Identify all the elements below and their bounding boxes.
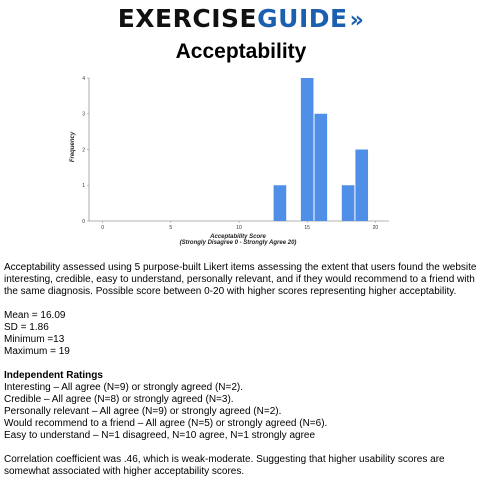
stat-sd: SD = 1.86: [4, 322, 49, 333]
histogram-bar: [355, 150, 368, 222]
histogram-bar: [301, 78, 314, 221]
logo-word-guide: GUIDE: [257, 4, 348, 33]
stat-mean: Mean = 16.09: [4, 310, 66, 321]
histogram-bar: [342, 185, 355, 221]
acceptability-histogram: [60, 70, 400, 250]
histogram-bar: [274, 185, 287, 221]
rating-item: Would recommend to a friend – All agree (N=5) or strongly agreed (N=6).: [4, 418, 328, 429]
logo-word-exercise: EXERCISE: [117, 4, 258, 33]
stat-minimum: Minimum =13: [4, 334, 65, 345]
rating-item: Interesting – All agree (N=9) or strongly agreed (N=2).: [4, 382, 244, 393]
rating-item: Easy to understand – N=1 disagreed, N=10 agree, N=1 strongly agree: [4, 430, 316, 441]
y-tick-label: 2: [82, 147, 85, 154]
rating-item: Credible – All agree (N=8) or strongly agreed (N=3).: [4, 394, 234, 405]
x-axis-label-sub: (Strongly Disagree 0 - Strongly Agree 20): [179, 240, 297, 246]
x-tick-label: 0: [101, 225, 105, 231]
summary-text: [4, 262, 478, 478]
ratings-heading: Independent Ratings: [4, 370, 103, 381]
x-tick-label: 20: [372, 225, 379, 231]
histogram-bar: [315, 114, 328, 221]
exerciseguide-logo: [0, 4, 482, 33]
y-tick-label: 4: [82, 75, 85, 82]
correlation-paragraph: Correlation coefficient was .46, which is weak-moderate. Suggesting that higher usability scores are somewhat associated with higher acceptability scores.: [4, 454, 445, 477]
description-paragraph: Acceptability assessed using 5 purpose-built Likert items assessing the extent that users found the website interesting, credible, easy to understand, personally relevant, and if they would recommend to a friend with the same diagnosis. Possible score between 0-20 with higher scores representing higher acceptability.: [4, 262, 477, 297]
y-tick-label: 0: [82, 218, 85, 225]
x-tick-label: 10: [236, 225, 242, 231]
y-tick-label: 3: [82, 111, 85, 118]
chevron-right-icon: »: [349, 8, 365, 33]
y-tick-label: 1: [82, 183, 85, 190]
page-title: Acceptability: [175, 40, 307, 63]
x-tick-label: 5: [169, 225, 173, 231]
y-axis-label: Frequency: [70, 131, 76, 163]
rating-item: Personally relevant – All agree (N=9) or strongly agreed (N=2).: [4, 406, 282, 417]
stat-maximum: Maximum = 19: [4, 346, 70, 357]
x-tick-label: 15: [304, 225, 310, 231]
x-axis-label: Acceptability Score: [210, 234, 266, 240]
